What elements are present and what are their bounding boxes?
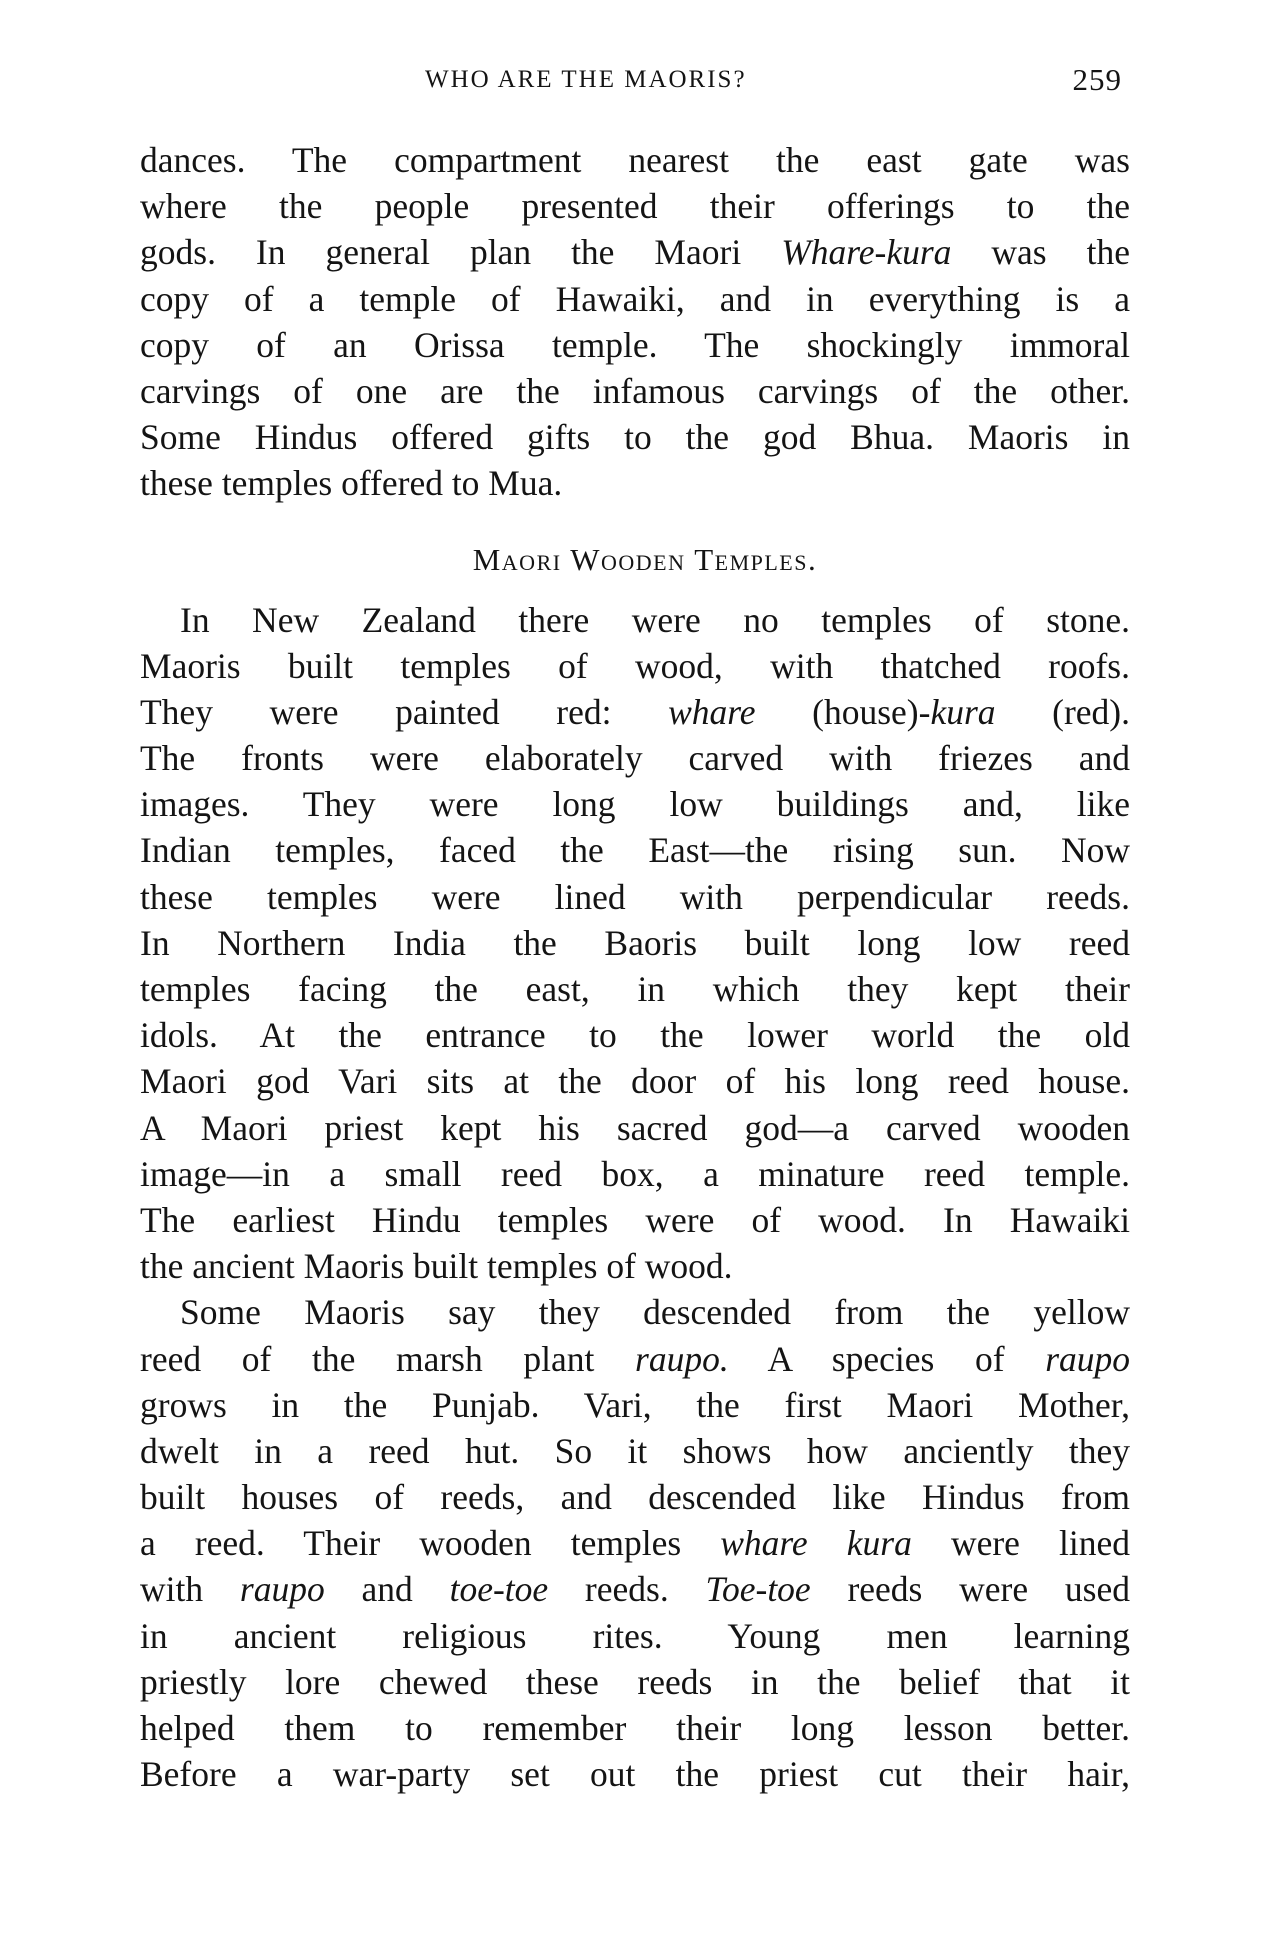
text-run: They were painted red: xyxy=(140,691,669,732)
text-run: were lined xyxy=(911,1523,1130,1564)
text-line: where the people presented their offerings to the xyxy=(140,186,1130,227)
text-run: gods. In general plan the Maori xyxy=(140,232,782,273)
text-line: these temples offered to Mua. xyxy=(140,463,563,504)
text-line: In New Zealand there were no temples of stone. xyxy=(180,599,1130,640)
italic-term: toe-toe xyxy=(449,1569,549,1610)
text-line: built houses of reeds, and descended like Hindus from xyxy=(140,1477,1130,1518)
text-line: The earliest Hindu temples were of wood. In Hawaiki xyxy=(140,1199,1130,1240)
text-line: Some Hindus offered gifts to the god Bhua. Maoris in xyxy=(140,417,1130,458)
body-text xyxy=(140,137,1130,1797)
text-run: was the xyxy=(951,232,1130,273)
text-line xyxy=(140,1566,1130,1612)
italic-term: raupo. xyxy=(635,1338,729,1379)
text-line: in ancient religious rites. Young men learning xyxy=(140,1615,1130,1656)
section-heading: Maori Wooden Temples. xyxy=(472,541,818,577)
text-run: a reed. Their wooden temples xyxy=(140,1523,721,1564)
text-line: temples facing the east, in which they kept their xyxy=(140,969,1130,1009)
text-line: grows in the Punjab. Vari, the first Maori Mother, xyxy=(140,1384,1130,1425)
italic-term: whare kura xyxy=(720,1523,912,1564)
paragraph-3 xyxy=(140,1289,1130,1797)
text-run: (house)- xyxy=(755,691,931,732)
paragraph-2 xyxy=(140,597,1130,1290)
text-line xyxy=(140,229,1130,275)
text-line: Indian temples, faced the East—the rising sun. Now xyxy=(140,830,1130,871)
text-line: The fronts were elaborately carved with friezes and xyxy=(140,738,1130,779)
italic-term: whare xyxy=(668,691,756,732)
text-line: copy of a temple of Hawaiki, and in everything is a xyxy=(140,278,1130,319)
text-line: priestly lore chewed these reeds in the belief that it xyxy=(140,1661,1130,1702)
italic-term: raupo xyxy=(239,1569,325,1610)
text-line: Some Maoris say they descended from the yellow xyxy=(180,1292,1130,1333)
running-title: WHO ARE THE MAORIS? xyxy=(425,66,747,93)
text-line: image—in a small reed box, a minature reed temple. xyxy=(140,1153,1130,1194)
text-line: helped them to remember their long lesson better. xyxy=(140,1708,1130,1748)
italic-term: Whare-kura xyxy=(781,232,952,273)
text-line: idols. At the entrance to the lower world the old xyxy=(140,1015,1130,1056)
running-header xyxy=(140,62,1130,102)
text-line xyxy=(140,689,1130,735)
text-run: reeds. xyxy=(548,1569,706,1610)
italic-term: raupo xyxy=(1045,1338,1131,1379)
text-line: dwelt in a reed hut. So it shows how anciently they xyxy=(140,1430,1130,1471)
text-run: with xyxy=(140,1569,240,1610)
page-number: 259 xyxy=(1072,62,1122,97)
text-line: copy of an Orissa temple. The shockingly immoral xyxy=(140,324,1130,365)
text-line xyxy=(140,1336,1130,1382)
text-line: dances. The compartment nearest the east gate was xyxy=(140,140,1130,180)
text-run: reed of the marsh plant xyxy=(140,1338,636,1379)
text-run: and xyxy=(324,1569,450,1610)
text-run: (red). xyxy=(995,691,1130,732)
text-line: In Northern India the Baoris built long low reed xyxy=(140,922,1130,963)
text-run: reeds were used xyxy=(810,1569,1130,1610)
text-run: A species of xyxy=(728,1338,1046,1379)
text-line: these temples were lined with perpendicular reeds. xyxy=(140,876,1130,917)
italic-term: kura xyxy=(930,691,996,732)
text-line: carvings of one are the infamous carvings of the other. xyxy=(140,370,1130,411)
text-line: images. They were long low buildings and, like xyxy=(140,784,1130,825)
text-line: the ancient Maoris built temples of wood. xyxy=(140,1246,733,1287)
italic-term: Toe-toe xyxy=(705,1569,811,1610)
section-heading-wrapper xyxy=(140,507,1130,597)
text-line: A Maori priest kept his sacred god—a carved wooden xyxy=(140,1107,1130,1148)
paragraph-1 xyxy=(140,137,1130,507)
text-line: Maori god Vari sits at the door of his long reed house. xyxy=(140,1061,1130,1102)
text-line: Before a war-party set out the priest cut their hair, xyxy=(140,1754,1130,1795)
text-line xyxy=(140,1520,1130,1566)
text-line: Maoris built temples of wood, with thatched roofs. xyxy=(140,645,1130,686)
